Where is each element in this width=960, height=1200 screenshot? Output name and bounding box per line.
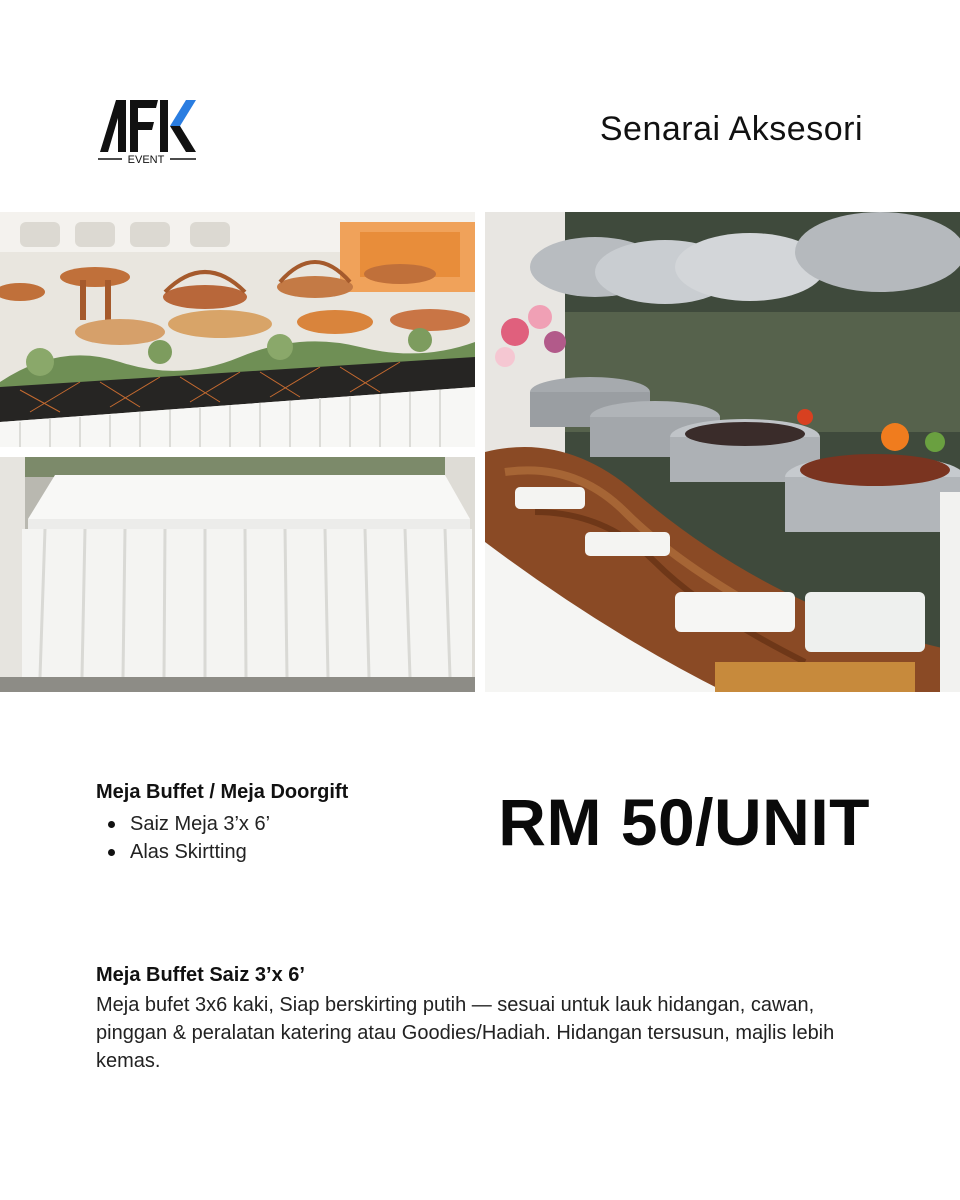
photo-chafing-dishes [485,212,960,692]
afk-logo-mark [96,96,198,168]
feature-list [96,810,270,866]
price-label: RM 50/UNIT [498,785,870,859]
afk-event-logo [96,96,198,168]
logo-sub-text: EVENT [127,154,165,166]
product-title: Meja Buffet / Meja Doorgift [96,781,349,803]
feature-item: Saiz Meja 3’x 6’ [96,810,270,838]
photo-rattan-buffet [0,212,475,447]
page-title: Senarai Aksesori [599,110,863,148]
description-body: Meja bufet 3x6 kaki, Siap berskirting putih — sesuai untuk lauk hidangan, cawan, pinggan & peralatan katering atau Goodies/Hadiah. Hidangan tersusun, majlis lebih kemas. [96,994,835,1072]
photo-skirted-table [0,457,475,692]
description-title: Meja Buffet Saiz 3’x 6’ [96,964,305,986]
feature-item: Alas Skirtting [96,838,270,866]
